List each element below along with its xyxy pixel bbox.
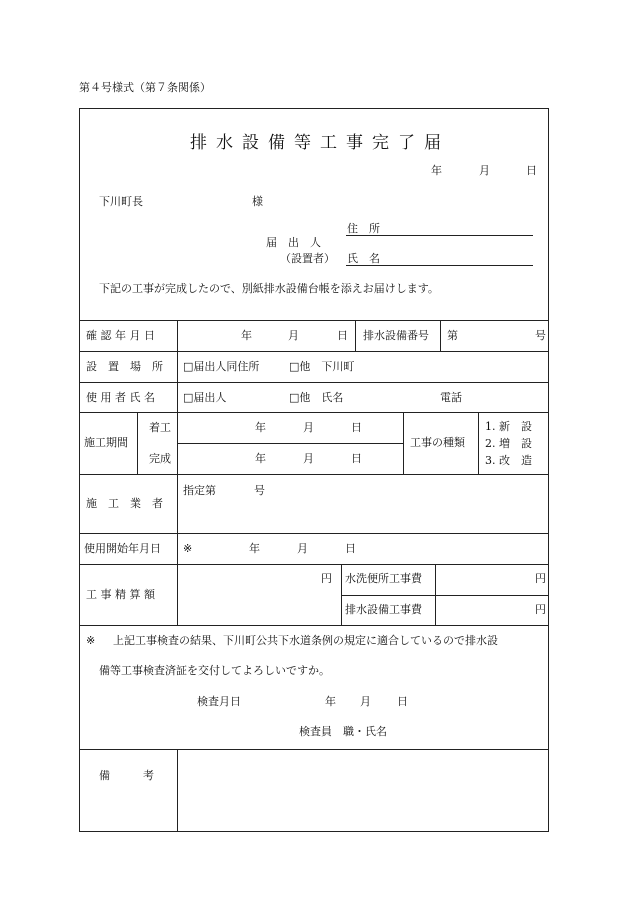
confirm-day: 日: [337, 329, 348, 342]
rule-period-split: [137, 412, 138, 474]
remarks-label: 備 考: [99, 769, 154, 782]
confirm-year: 年: [241, 329, 252, 342]
name-label: 氏 名: [347, 252, 380, 265]
location-label: 設 置 場 所: [86, 360, 163, 373]
rule-cost-middle: [341, 595, 548, 596]
user-option-applicant[interactable]: □届出人: [183, 391, 227, 404]
use-start-label: 使用開始年月日: [84, 542, 161, 555]
rule-location-bottom: [80, 382, 548, 383]
number-suffix: 号: [535, 329, 546, 342]
address-label: 住 所: [347, 222, 380, 235]
end-month: 月: [303, 452, 314, 465]
use-start-month: 月: [297, 542, 308, 555]
honorific-label: 様: [252, 195, 263, 208]
rule-period-middle: [177, 443, 403, 444]
header-month: 月: [479, 164, 490, 177]
rule-contractor-bottom: [80, 533, 548, 534]
contractor-label: 施 工 業 者: [86, 497, 163, 510]
confirm-date-label: 確 認 年 月 日: [86, 329, 155, 342]
rule-cost-split-2: [435, 564, 436, 626]
inspection-date-label: 検査月日: [197, 695, 241, 708]
use-start-day: 日: [345, 542, 356, 555]
equipment-number-label: 排水設備番号: [363, 329, 429, 342]
work-type-expansion[interactable]: 2. 増 設: [485, 437, 532, 450]
confirm-month: 月: [288, 329, 299, 342]
start-label: 着工: [149, 421, 171, 434]
inspection-year: 年: [325, 695, 336, 708]
inspection-text-line2: 備等工事検査済証を交付してよろしいですか。: [99, 664, 330, 677]
rule-usestart-bottom: [80, 564, 548, 565]
toilet-cost-yen: 円: [535, 572, 546, 585]
end-day: 日: [351, 452, 362, 465]
rule-label-divider-2: [177, 595, 178, 626]
inspection-text-line1: 上記工事検査の結果、下川町公共下水道条例の規定に適合しているので排水設: [113, 634, 498, 647]
rule-period-bottom: [80, 474, 548, 475]
user-option-other[interactable]: □他 氏名: [289, 391, 344, 404]
drain-cost-yen: 円: [535, 603, 546, 616]
rule-confirm-bottom: [80, 351, 548, 352]
name-line[interactable]: [346, 265, 533, 266]
inspection-mark: ※: [86, 634, 96, 647]
rule-worktype-split-2: [478, 412, 479, 474]
drain-cost-label: 排水設備工事費: [345, 603, 422, 616]
toilet-cost-label: 水洗便所工事費: [345, 572, 422, 585]
estimate-label: 工 事 精 算 額: [86, 588, 155, 601]
inspection-day: 日: [397, 695, 408, 708]
form-number-label: 第４号様式（第７条関係）: [79, 81, 211, 94]
form-title: 排水設備等工事完了届: [190, 133, 450, 153]
applicant-sub-label: （設置者）: [280, 252, 335, 265]
rule-no-split: [440, 320, 441, 351]
phone-label: 電話: [440, 391, 462, 404]
work-type-label: 工事の種類: [410, 436, 465, 449]
work-type-remodel[interactable]: 3. 改 造: [485, 454, 532, 467]
designation-suffix: 号: [254, 484, 265, 497]
rule-cost-split: [341, 564, 342, 626]
inspector-label: 検査員 職・氏名: [299, 725, 387, 738]
rule-label-divider-4: [177, 564, 178, 595]
period-label: 施工期間: [84, 436, 128, 449]
inspection-month: 月: [360, 695, 371, 708]
completion-report-form: [79, 108, 549, 832]
number-prefix: 第: [447, 329, 458, 342]
end-label: 完成: [149, 452, 171, 465]
applicant-label: 届 出 人: [266, 236, 321, 249]
rule-cost-bottom: [80, 625, 548, 626]
rule-header-bottom: [80, 320, 548, 321]
header-day: 日: [526, 164, 537, 177]
rule-confirm-split: [355, 320, 356, 351]
rule-label-divider: [177, 320, 178, 565]
start-month: 月: [303, 421, 314, 434]
user-name-label: 使 用 者 氏 名: [86, 391, 155, 404]
location-option-same-address[interactable]: □届出人同住所: [183, 360, 260, 373]
statement-text: 下記の工事が完成したので、別紙排水設備台帳を添えお届けします。: [99, 282, 439, 295]
start-year: 年: [255, 421, 266, 434]
header-year: 年: [431, 164, 442, 177]
address-line[interactable]: [346, 235, 533, 236]
estimate-yen: 円: [321, 572, 332, 585]
use-start-mark: ※: [183, 542, 193, 555]
start-day: 日: [351, 421, 362, 434]
remarks-field[interactable]: [178, 750, 548, 832]
recipient-label: 下川町長: [99, 195, 143, 208]
work-type-new[interactable]: 1. 新 設: [485, 420, 532, 433]
use-start-year: 年: [249, 542, 260, 555]
location-option-other[interactable]: □他 下川町: [289, 360, 355, 373]
rule-worktype-split: [403, 412, 404, 474]
end-year: 年: [255, 452, 266, 465]
designation-label: 指定第: [183, 484, 216, 497]
